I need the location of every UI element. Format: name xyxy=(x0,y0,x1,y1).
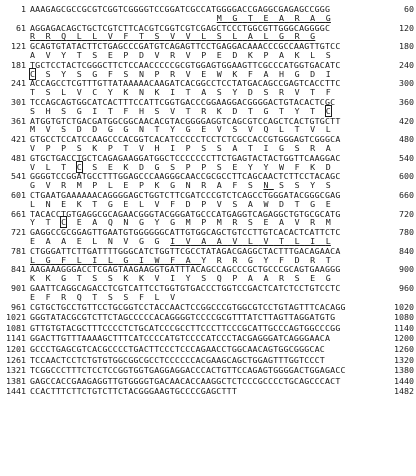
translation-row xyxy=(0,31,416,41)
amino-acid-sequence: R R Q L L V F T S V V L S L A L G R G xyxy=(30,31,316,42)
amino-acid-sequence: K K G T S S K K V I Y S Q P A A R S E G xyxy=(30,273,331,284)
amino-acid-sequence: T S L V C Y K N K I T A S Y D S R V T F xyxy=(30,87,331,98)
position-start: 901 xyxy=(11,283,26,293)
nucleotide-row xyxy=(0,323,416,333)
nucleotide-row xyxy=(0,376,416,386)
position-start: 301 xyxy=(11,97,26,107)
position-start: 841 xyxy=(11,264,26,275)
position-start: 721 xyxy=(11,227,26,238)
position-end: 480 xyxy=(399,134,414,145)
nucleotide-sequence: AAAGAGCGCCGCGTCGGTCGGGGTCCGGATCGCCATGGGGACCGAGGCGAGAGCCGGG xyxy=(30,4,331,14)
position-start: 61 xyxy=(16,22,26,33)
nucleotide-sequence: TCCAACTCCTCTGTGTGGCGGCGCCTCCCCCCACGAAGCAGCTGGAGTTTGGTCCCT xyxy=(30,354,325,365)
translation-row xyxy=(0,217,416,227)
position-end: 240 xyxy=(399,59,414,70)
position-end: 120 xyxy=(399,22,414,33)
translation-row xyxy=(0,124,416,134)
nucleotide-sequence: GGGGTCCGGATGCCTTTGGAGCCCAAGGGCAACCGCGCCTTCAGCAACTCTTCCTACAGC xyxy=(30,171,341,182)
position-start: 241 xyxy=(11,78,26,89)
position-end: 1380 xyxy=(394,365,414,376)
amino-acid-sequence: Y T C E A Q N G Y G M P M R S E A V R M xyxy=(30,217,331,228)
position-start: 421 xyxy=(11,134,26,145)
position-end: 300 xyxy=(399,78,414,89)
nucleotide-sequence: CCACTTTCTTCTGTCTTCTACGGGAAGTGCCCCGAGCTTT xyxy=(30,386,238,397)
amino-acid-sequence: L G F L I L G I W F A Y R R G Y F D R T xyxy=(30,254,331,265)
position-start: 1381 xyxy=(6,375,26,386)
nucleotide-sequence: GGACTTGTTTAAAAGCTTTCATCCCCATGTCCCCATCCCTACGAGGGATCAGGGAACA xyxy=(30,333,331,344)
position-end: 780 xyxy=(399,227,414,238)
nucleotide-sequence: GTTGTGTACGCTTTCCCCTCTGCATCCCGCCTTCCCTTCCCGCATTGCCCAGTGGCCCGG xyxy=(30,322,341,333)
nucleotide-sequence: ATGGTGTCTGACGATGGCGGCAACACGTACGGGGAGGTCAGCGTCCAGCTCACTGTGCTT xyxy=(30,115,341,126)
amino-acid-sequence: S H S G I T F H S V T R K D T G T Y T C xyxy=(30,105,331,116)
position-end: 900 xyxy=(399,264,414,275)
nucleotide-sequence: GAGCCACCGAAGAGGTTGTGGGGTGACAACACCAAGGCTCTCCCGCCCCTGCAGCCCACT xyxy=(30,375,341,386)
nucleotide-sequence: CGTGCTGCCTGTTCCTGCGGTCCTACCAACTCCGGCCCGTGGCGTCCTGTAGTTTCACAGG xyxy=(30,301,346,312)
position-end: 1140 xyxy=(394,322,414,333)
nucleotide-row xyxy=(0,355,416,365)
amino-acid-sequence: L N E K T G E L V F D P V S A W D T G E xyxy=(30,198,331,209)
position-start: 361 xyxy=(11,115,26,126)
nucleotide-sequence: TGCTCCTACTCGGGCTTCTCCAACCCCCGCGTGGAGTGGAAGTTCGCCCATGGTGACATC xyxy=(30,59,341,70)
translation-row xyxy=(0,236,416,246)
position-end: 1260 xyxy=(394,344,414,354)
position-end: 600 xyxy=(399,171,414,182)
position-start: 1141 xyxy=(6,333,26,344)
amino-acid-sequence: C S Y S G F S N P R V E W K F A H G D I xyxy=(30,68,331,79)
position-end: 360 xyxy=(399,97,414,107)
position-end: 1440 xyxy=(394,375,414,386)
position-end: 420 xyxy=(399,115,414,126)
position-end: 960 xyxy=(399,283,414,293)
position-start: 121 xyxy=(11,41,26,52)
position-end: 60 xyxy=(404,4,414,14)
position-start: 1021 xyxy=(6,312,26,323)
nucleotide-sequence: CTGGGATTCTTGATTTTGGGCATCTGGTTCGCCTATAGACGAGGCTACTTTGACAGAACA xyxy=(30,245,341,256)
position-start: 181 xyxy=(11,59,26,70)
position-end: 840 xyxy=(399,245,414,256)
position-start: 1201 xyxy=(6,344,26,354)
position-start: 601 xyxy=(11,190,26,200)
position-end: 660 xyxy=(399,190,414,200)
amino-acid-sequence: V P P S K P T V H I P S S A T I G S R A xyxy=(30,143,331,153)
amino-acid-sequence: V L T C S E K D G S P P S E Y Y W F K D xyxy=(30,161,331,172)
position-end: 1080 xyxy=(394,312,414,323)
position-end: 1200 xyxy=(394,333,414,344)
nucleotide-sequence: AGGAGACAGCTGCTCGTCTTCACGTCGGTCGTCGAGCTCCCTGGCGTTGGGCAGGGGC xyxy=(30,22,331,33)
nucleotide-sequence: GCAGTGTATACTTCTGAGCCCGATGTCAGAGTTCCTGAGGACAAACCCGCCAAGTTGTCC xyxy=(30,41,341,52)
amino-acid-sequence: E A A E L N V G G I V A A V L V T L I L xyxy=(30,236,331,246)
nucleotide-sequence: TCGGCCCTTTCTCCTCCGGTGGTGAGGAGGACCCACTGTTCCAGAGTGGGGACTGGAGACC xyxy=(30,365,346,376)
position-start: 481 xyxy=(11,152,26,163)
position-end: 1020 xyxy=(394,301,414,312)
position-end: 720 xyxy=(399,208,414,219)
translation-row xyxy=(0,13,416,23)
nucleotide-sequence: GGGTATACGCGTCTTCTAGCCCCCACAGGGGTCCCCGCGTTTATCTTAGTTAGGATGTG xyxy=(30,312,336,323)
nucleotide-sequence: GCCCTGAGCGTCACGCCCCTGACTTCCCTCCCAGAACCTGGCAACAGTGGCGGGCAC xyxy=(30,344,325,354)
nucleotide-sequence: TCCAGCAGTGGCATCACTTTCCATTCGGTGACCCGGAAGGACGGGGACTGTACACTCGC xyxy=(30,97,336,107)
amino-acid-sequence: M G T E A R A G xyxy=(216,12,331,23)
position-start: 1 xyxy=(21,4,26,14)
nucleotide-row xyxy=(0,302,416,312)
translation-row xyxy=(0,292,416,302)
nucleotide-sequence: ACCAGCCTCGTTTGTTATAAAAACAAGATCACGGCCTCCTATGACAGCCGAGTCACCTTC xyxy=(30,78,341,89)
translation-row xyxy=(0,255,416,265)
translation-row xyxy=(0,143,416,153)
position-start: 1081 xyxy=(6,322,26,333)
position-start: 1441 xyxy=(6,386,26,397)
amino-acid-sequence: M V S D D G G N T Y G E V S V Q L T V L xyxy=(30,124,331,135)
nucleotide-sequence: GTGCTGACCTGCTCAGAGAAGGATGGCTCCCCCCCTTCTGAGTACTACTGGTTCAAGGAC xyxy=(30,152,341,163)
nucleotide-sequence: GAATTCAGGCAGACCTCGTCATTCCTGGTGTGACCCTGGTCCGACTCATCTCCTGTCCTC xyxy=(30,283,341,293)
position-start: 961 xyxy=(11,301,26,312)
nucleotide-sequence: GAGGCCGCGGAGTTGAATGTGGGGGGCATTGTGGCAGCTGTCCTTGTCACACTCATTCTC xyxy=(30,227,341,238)
nucleotide-row xyxy=(0,312,416,322)
nucleotide-sequence: CTGAATGAAAAAACAGGGGAGCTGGTCTTCGATCCCGTCTCAGCCTGGGATACGGGCGAG xyxy=(30,190,341,200)
position-end: 1482 xyxy=(394,386,414,397)
translation-row xyxy=(0,50,416,60)
nucleotide-row xyxy=(0,333,416,343)
translation-row xyxy=(0,106,416,116)
amino-acid-sequence: A V Y T S E P D V R V P E D K P A K L S xyxy=(30,50,331,60)
position-end: 180 xyxy=(399,41,414,52)
position-end: 540 xyxy=(399,152,414,163)
amino-acid-sequence: E F R Q T S S F L V xyxy=(30,291,176,302)
nucleotide-sequence: GTGCCTCCATCCAAGCCCACGGTCACATCCCCCTCCTCTCGCCACCGTGGGAGTCGGGCA xyxy=(30,134,341,145)
translation-row xyxy=(0,162,416,172)
nucleotide-row xyxy=(0,386,416,396)
translation-row xyxy=(0,69,416,79)
position-start: 781 xyxy=(11,245,26,256)
translation-row xyxy=(0,87,416,97)
translation-row xyxy=(0,180,416,190)
position-end: 1320 xyxy=(394,354,414,365)
nucleotide-row xyxy=(0,365,416,375)
nucleotide-sequence: AAGAAAGGGACCTCGAGTAAGAAGGTGATTTACAGCCAGCCCGCTGCCCGCAGTGAAGGG xyxy=(30,264,341,275)
position-start: 661 xyxy=(11,208,26,219)
position-start: 541 xyxy=(11,171,26,182)
nucleotide-sequence: TACACCTGTGAGGCGCAGAACGGGTACGGGATGCCCATGAGGTCAGAGGCTGTGCGCATG xyxy=(30,208,341,219)
nucleotide-row xyxy=(0,344,416,354)
position-start: 1321 xyxy=(6,365,26,376)
position-start: 1261 xyxy=(6,354,26,365)
translation-row xyxy=(0,273,416,283)
amino-acid-sequence: G V R M P L E P K G N R A F S N S S Y S xyxy=(30,180,331,191)
translation-row xyxy=(0,199,416,209)
